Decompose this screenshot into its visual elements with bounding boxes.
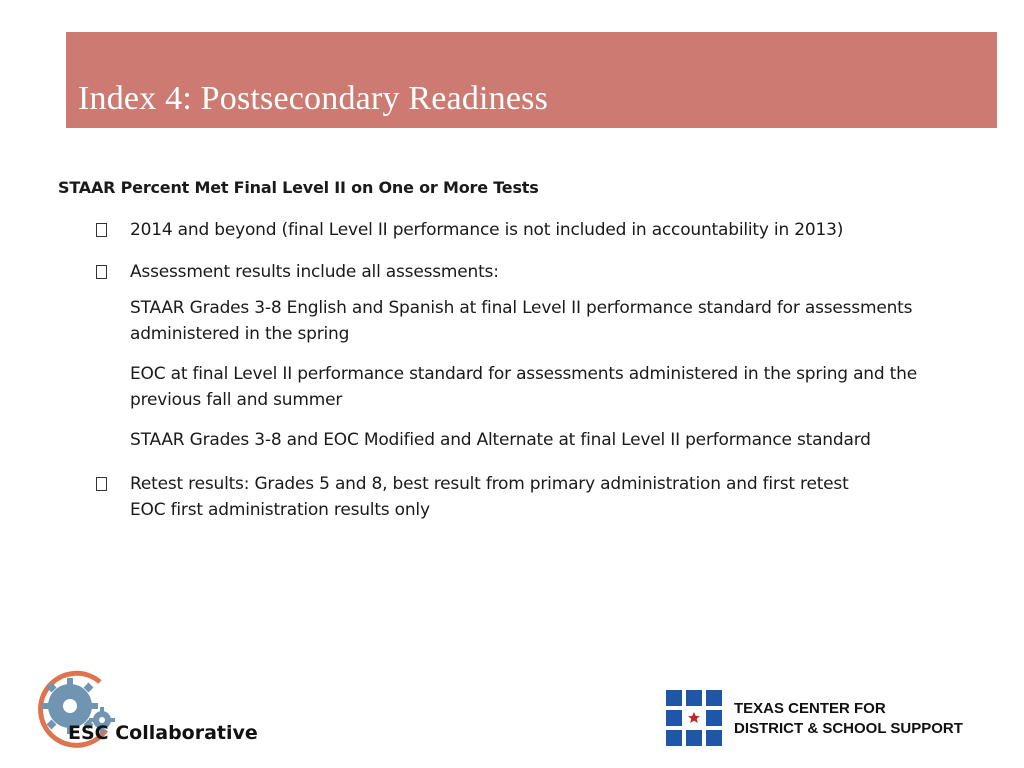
bullet-box-icon [96, 223, 107, 237]
texas-center-line1: TEXAS CENTER FOR [734, 700, 886, 717]
sub-item-staar-grades: STAAR Grades 3-8 English and Spanish at final Level II performance standard for assessments administered in the spring [130, 298, 913, 344]
bullet-text: 2014 and beyond (final Level II performance is not included in accountability in 2013) [130, 220, 844, 240]
bullet-box-icon [96, 477, 107, 491]
bullet-text: Assessment results include all assessments: [130, 262, 499, 282]
sub-item-eoc-first: EOC first administration results only [130, 500, 430, 520]
sub-item-eoc: EOC at final Level II performance standard for assessments administered in the spring and the previous fall and summer [130, 364, 917, 410]
texas-center-grid-icon [666, 690, 726, 750]
bullet-item-2 [58, 259, 988, 285]
texas-center-logo [666, 690, 1016, 754]
sub-item-modified-alternate: STAAR Grades 3-8 and EOC Modified and Alternate at final Level II performance standard [130, 430, 871, 450]
slide-content [58, 178, 988, 523]
section-heading: STAAR Percent Met Final Level II on One or More Tests [58, 178, 539, 197]
texas-center-line2: DISTRICT & SCHOOL SUPPORT [734, 720, 963, 737]
slide-title: Index 4: Postsecondary Readiness [78, 80, 549, 117]
esc-collaborative-logo [32, 662, 272, 752]
bullet-item-3 [58, 471, 988, 497]
bullet-item-1 [58, 217, 988, 243]
title-bar [66, 32, 997, 128]
esc-collaborative-label: ESC Collaborative [68, 722, 258, 744]
bullet-box-icon [96, 265, 107, 279]
bullet-text: Retest results: Grades 5 and 8, best result from primary administration and first retest [130, 474, 849, 494]
